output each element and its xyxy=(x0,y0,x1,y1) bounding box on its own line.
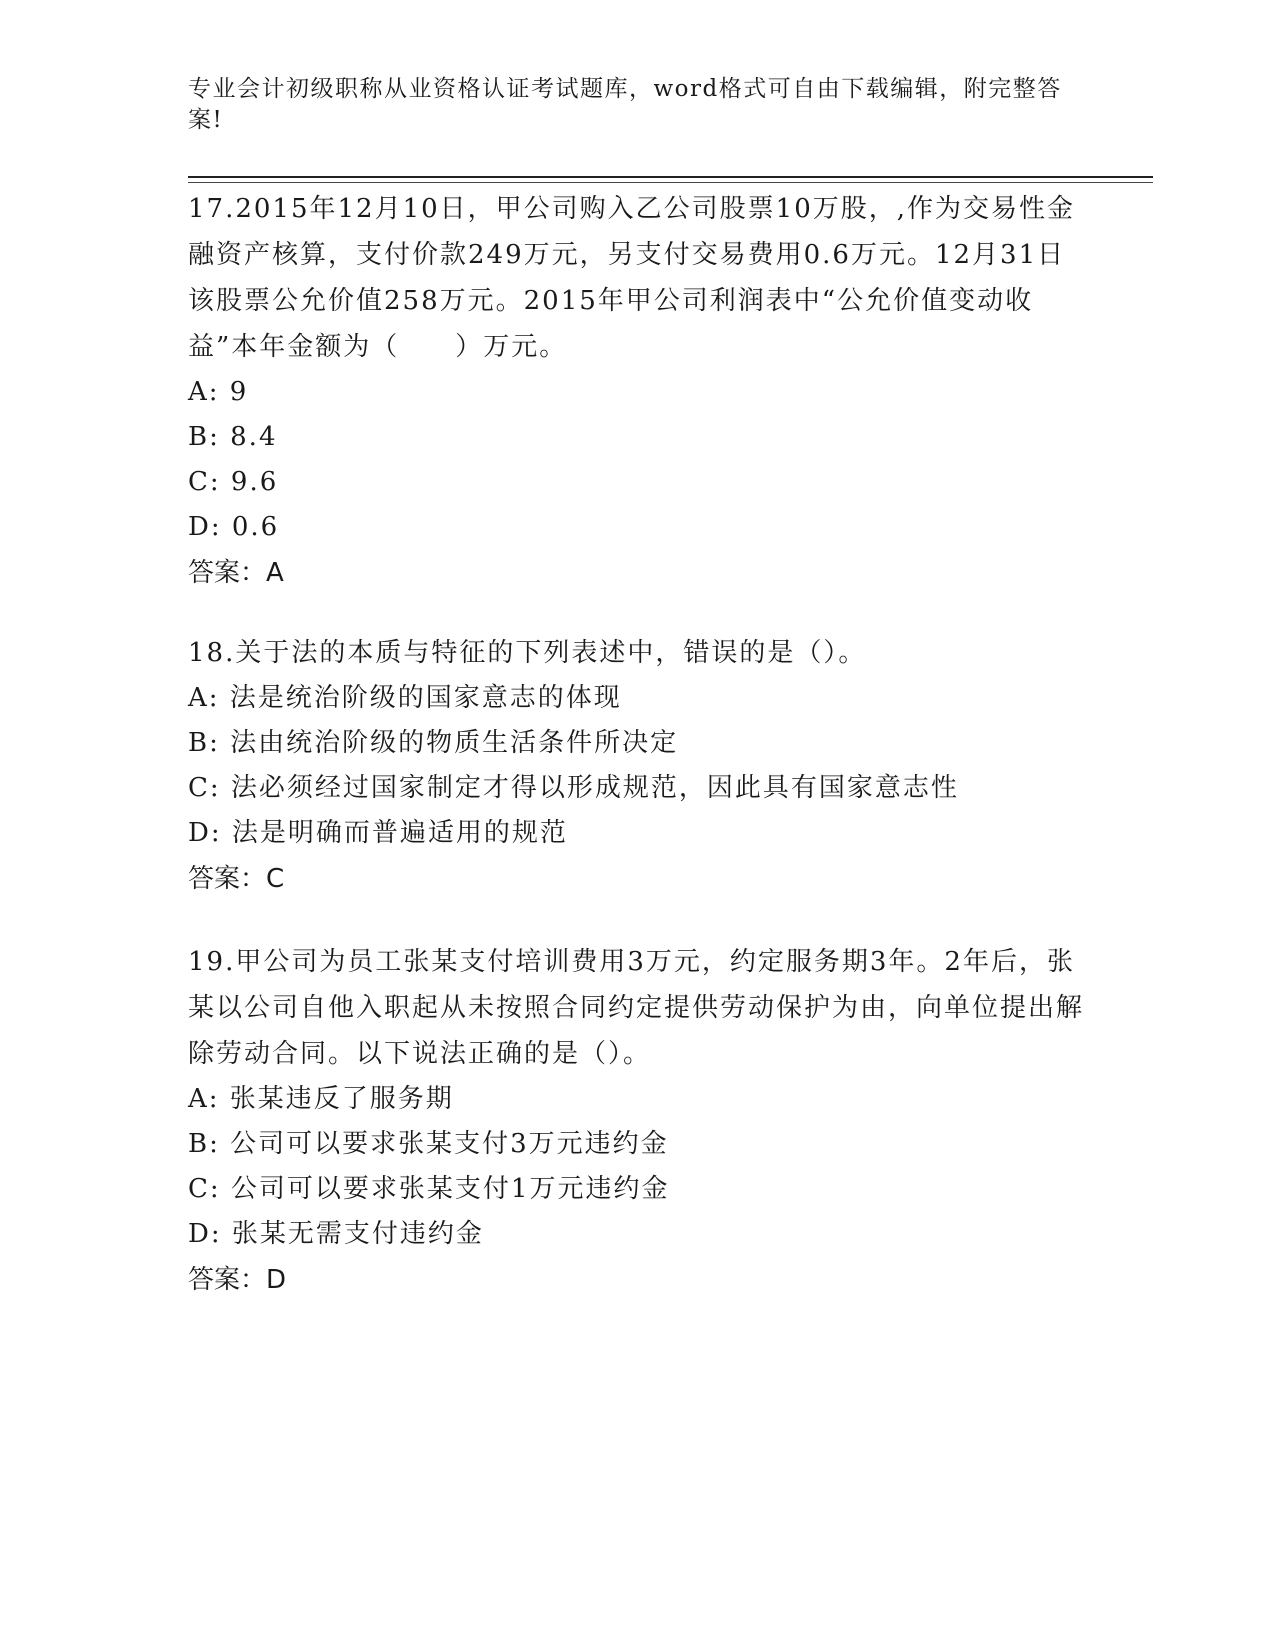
question-stem: 19.甲公司为员工张某支付培训费用3万元，约定服务期3年。2年后，张某以公司自他入职起从未按照合同约定提供劳动保护为由，向单位提出解除劳动合同。以下说法正确的是（）。 xyxy=(188,947,1085,1069)
question-18 xyxy=(188,630,1088,902)
option-a: A: 法是统治阶级的国家意志的体现 xyxy=(188,683,622,713)
option-d: D: 0.6 xyxy=(188,512,280,542)
option-b: B: 公司可以要求张某支付3万元违约金 xyxy=(188,1129,669,1159)
answer-label: 答案：C xyxy=(188,864,285,894)
option-c: C: 法必须经过国家制定才得以形成规范，因此具有国家意志性 xyxy=(188,773,959,803)
question-stem: 17.2015年12月10日，甲公司购入乙公司股票10万股，,作为交易性金融资产核算，支付价款249万元，另支付交易费用0.6万元。12月31日该股票公允价值258万元。2015年甲公司利润表中“公允价值变动收益”本年金额为（ ）万元。 xyxy=(188,194,1076,362)
option-b: B: 法由统治阶级的物质生活条件所决定 xyxy=(188,728,679,758)
option-c: C: 公司可以要求张某支付1万元违约金 xyxy=(188,1174,670,1204)
question-19 xyxy=(188,939,1088,1303)
question-17 xyxy=(188,186,1088,596)
option-a: A: 张某违反了服务期 xyxy=(188,1084,454,1114)
option-a: A: 9 xyxy=(188,377,249,407)
answer-label: 答案：D xyxy=(188,1265,287,1295)
option-d: D: 张某无需支付违约金 xyxy=(188,1219,484,1249)
header-divider-thick xyxy=(188,176,1153,178)
header-divider-thin xyxy=(188,182,1153,183)
question-stem: 18.关于法的本质与特征的下列表述中，错误的是（）。 xyxy=(188,638,867,668)
option-c: C: 9.6 xyxy=(188,467,279,497)
option-d: D: 法是明确而普遍适用的规范 xyxy=(188,818,568,848)
document-header: 专业会计初级职称从业资格认证考试题库，word格式可自由下载编辑，附完整答案! xyxy=(188,76,1062,133)
answer-label: 答案：A xyxy=(188,558,284,588)
option-b: B: 8.4 xyxy=(188,422,278,452)
